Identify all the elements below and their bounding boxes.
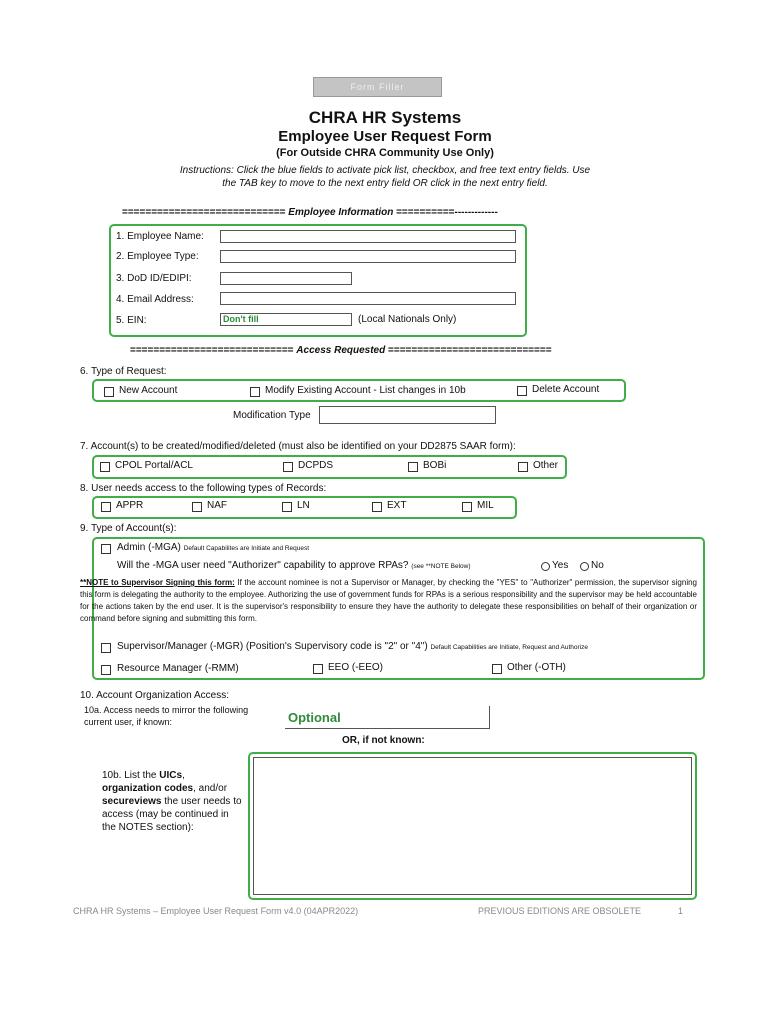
uic-list-field[interactable] xyxy=(253,757,692,895)
admin-checkbox[interactable] xyxy=(101,544,111,554)
bobi-checkbox[interactable] xyxy=(408,462,418,472)
other-account-label: Other xyxy=(533,460,559,471)
appr-label: APPR xyxy=(116,500,144,511)
eeo-checkbox[interactable] xyxy=(313,664,323,674)
account-type-question: 9. Type of Account(s): xyxy=(80,523,177,534)
org-access-question: 10. Account Organization Access: xyxy=(80,690,229,701)
footer-form-version: CHRA HR Systems – Employee User Request Form v4.0 (04APR2022) xyxy=(73,906,359,916)
request-type-question: 6. Type of Request: xyxy=(80,366,167,377)
access-requested-divider: ============================ Access Requested ============================ xyxy=(130,345,552,356)
page-title: CHRA HR Systems xyxy=(308,108,462,127)
cpol-checkbox[interactable] xyxy=(100,462,110,472)
form-banner: Form Filler xyxy=(313,77,442,97)
modification-type-label: Modification Type xyxy=(233,410,311,421)
ln-label: LN xyxy=(297,500,310,511)
ln-checkbox[interactable] xyxy=(282,502,292,512)
bobi-label: BOBi xyxy=(423,460,447,471)
authorizer-no-radio[interactable] xyxy=(580,562,589,571)
page-number: 1 xyxy=(678,906,684,916)
footer-obsolete-notice: PREVIOUS EDITIONS ARE OBSOLETE xyxy=(478,906,642,916)
naf-label: NAF xyxy=(207,500,227,511)
resource-manager-checkbox[interactable] xyxy=(101,665,111,675)
email-field[interactable] xyxy=(220,292,516,305)
employee-type-field[interactable] xyxy=(220,250,516,263)
or-label: OR, if not known: xyxy=(342,735,425,746)
employee-info-divider: ============================ Employee Information ==========------------- xyxy=(122,207,498,218)
naf-checkbox[interactable] xyxy=(192,502,202,512)
dcpds-checkbox[interactable] xyxy=(283,462,293,472)
modify-account-checkbox[interactable] xyxy=(250,387,260,397)
instructions: Instructions: Click the blue fields to activate pick list, checkbox, and free text entry fields. Use the TAB key to move to the next entry field OR click in the next entry field. xyxy=(179,165,591,189)
employee-name-field[interactable] xyxy=(220,230,516,243)
mil-label: MIL xyxy=(477,500,494,511)
employee-name-label: 1. Employee Name: xyxy=(116,231,204,242)
form-scope: (For Outside CHRA Community Use Only) xyxy=(276,147,494,159)
mirror-user-label: 10a. Access needs to mirror the following current user, if known: xyxy=(84,705,249,727)
authorizer-yes-label: Yes xyxy=(552,560,569,571)
dod-id-label: 3. DoD ID/EDIPI: xyxy=(116,273,192,284)
mil-checkbox[interactable] xyxy=(462,502,472,512)
new-account-label: New Account xyxy=(119,385,178,396)
authorizer-question: Will the -MGA user need "Authorizer" capability to approve RPAs? (see **NOTE Below) xyxy=(117,560,471,571)
records-question: 8. User needs access to the following types of Records: xyxy=(80,483,327,494)
eeo-label: EEO (-EEO) xyxy=(328,662,384,673)
other-oth-checkbox[interactable] xyxy=(492,664,502,674)
dod-id-field[interactable] xyxy=(220,272,352,285)
other-oth-label: Other (-OTH) xyxy=(507,662,566,673)
other-account-checkbox[interactable] xyxy=(518,462,528,472)
employee-type-label: 2. Employee Type: xyxy=(116,251,199,262)
appr-checkbox[interactable] xyxy=(101,502,111,512)
supervisor-label: Supervisor/Manager (-MGR) (Position's Supervisory code is "2" or "4") Default Capabilities are Initiate, Request and Authorize xyxy=(117,641,588,652)
uic-list-label: 10b. List the UICs, organization codes, and/or secureviews the user needs to access (may be continued in the NOTES section): xyxy=(102,770,242,833)
authorizer-no-label: No xyxy=(591,560,604,571)
modify-account-label: Modify Existing Account - List changes in 10b xyxy=(265,385,466,396)
ein-label: 5. EIN: xyxy=(116,315,147,326)
new-account-checkbox[interactable] xyxy=(104,387,114,397)
ext-checkbox[interactable] xyxy=(372,502,382,512)
ein-field[interactable]: Don't fill xyxy=(220,313,352,326)
email-label: 4. Email Address: xyxy=(116,294,194,305)
authorizer-yes-radio[interactable] xyxy=(541,562,550,571)
delete-account-checkbox[interactable] xyxy=(517,386,527,396)
modification-type-field[interactable] xyxy=(319,406,496,424)
ein-note: (Local Nationals Only) xyxy=(358,314,457,325)
supervisor-checkbox[interactable] xyxy=(101,643,111,653)
dcpds-label: DCPDS xyxy=(298,460,334,471)
accounts-question: 7. Account(s) to be created/modified/deleted (must also be identified on your DD2875 SAAR form): xyxy=(80,441,516,452)
form-title: Employee User Request Form xyxy=(278,128,492,145)
ext-label: EXT xyxy=(387,500,407,511)
resource-manager-label: Resource Manager (-RMM) xyxy=(117,663,239,674)
mirror-user-field[interactable]: Optional xyxy=(285,706,490,729)
delete-account-label: Delete Account xyxy=(532,384,600,395)
supervisor-note: **NOTE to Supervisor Signing this form: If the account nominee is not a Supervisor or Manager, by checking the "YES" to "Authorizer" permission, the supervisor signing this form is delegating the authority to the employee. Authorizing the use of government funds for RPAs is a serious responsibility and the supervisor may be held accountable for the actions taken by the end user. It is the supervisor's responsibility to ensure they have the authority to delegate these responsibilities on behalf of their organization or command before signing and submitting this form. xyxy=(80,578,697,623)
admin-label: Admin (-MGA) Default Capabilites are Initiate and Request xyxy=(117,542,310,553)
cpol-label: CPOL Portal/ACL xyxy=(115,460,193,471)
